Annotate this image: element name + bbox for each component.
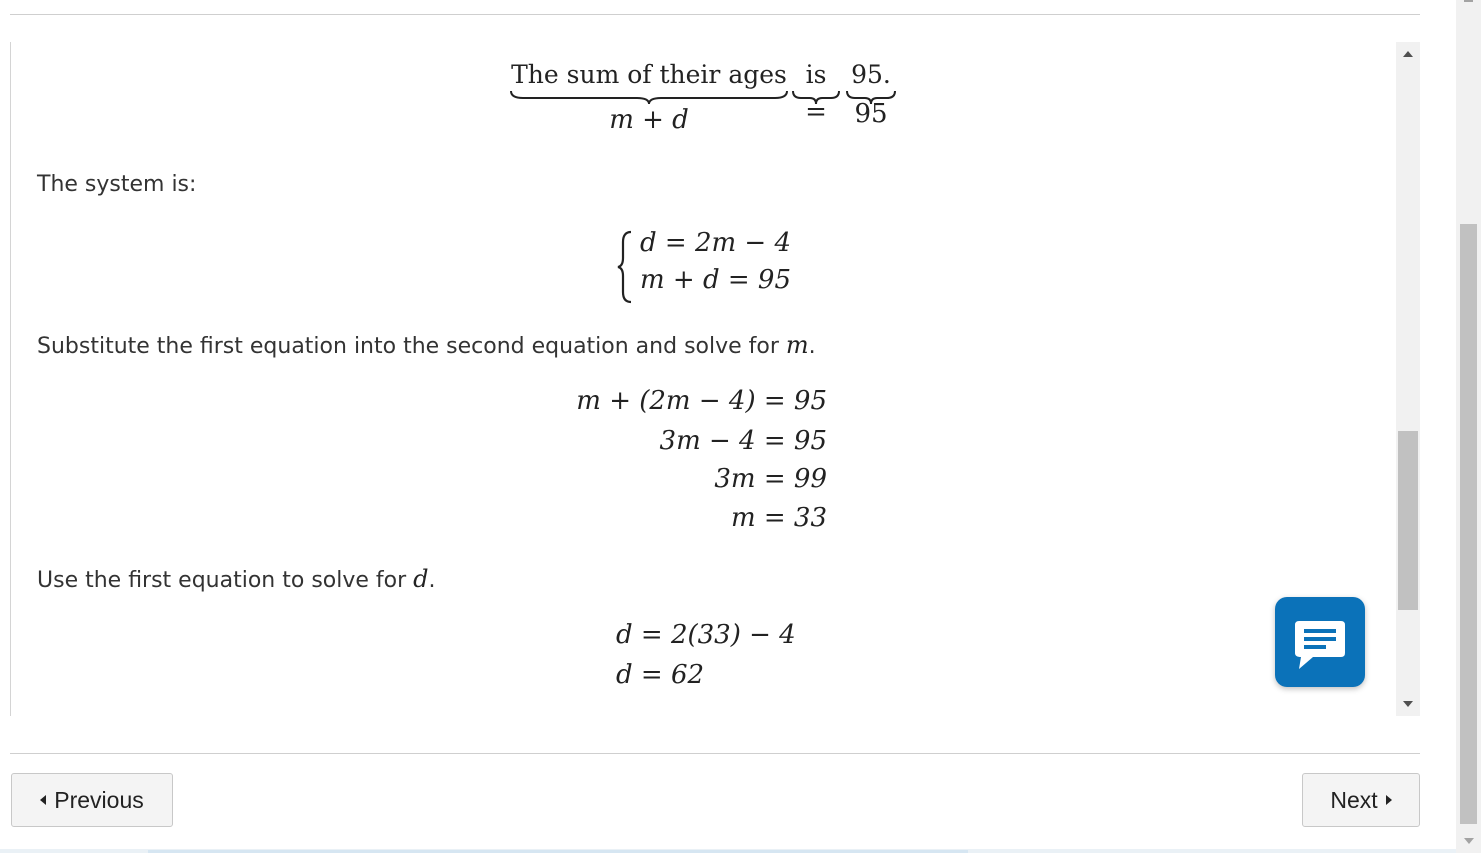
scroll-down-arrow-icon[interactable] bbox=[1403, 701, 1413, 707]
top-divider bbox=[10, 14, 1420, 15]
previous-label: Previous bbox=[54, 786, 144, 813]
chat-bubble-icon bbox=[1275, 597, 1365, 687]
var-m: m bbox=[785, 331, 809, 359]
equals-sign: = bbox=[805, 97, 827, 127]
scroll-up-arrow-icon[interactable] bbox=[1403, 51, 1413, 57]
var-d: d bbox=[413, 565, 429, 593]
use-text: Use the first equation to solve for bbox=[37, 568, 407, 593]
caret-left-icon bbox=[40, 795, 46, 805]
next-button[interactable] bbox=[1302, 773, 1420, 827]
brace-sum-of-ages bbox=[509, 60, 789, 135]
system-eq-1: d = 2m − 4 bbox=[640, 228, 792, 258]
left-curly-brace-icon bbox=[616, 230, 634, 304]
page-scroll-thumb[interactable] bbox=[1460, 224, 1477, 824]
brace-is bbox=[791, 60, 841, 127]
bottom-edge bbox=[0, 849, 1456, 853]
page-scrollbar[interactable] bbox=[1456, 0, 1481, 853]
bottom-divider bbox=[10, 753, 1420, 754]
period: . bbox=[428, 568, 436, 593]
solve-m-line-1: m + (2m − 4) = 95 bbox=[576, 386, 827, 416]
brace-95 bbox=[845, 60, 897, 129]
period: . bbox=[808, 334, 816, 359]
substitute-text: Substitute the first equation into the second equation and solve for bbox=[37, 334, 779, 359]
solve-d-line-1: d = 2(33) − 4 bbox=[616, 620, 796, 650]
chat-button[interactable] bbox=[1275, 597, 1365, 687]
panel-scroll-thumb[interactable] bbox=[1398, 431, 1418, 610]
phrase-sum-of-ages: The sum of their ages bbox=[511, 60, 787, 89]
solution-panel bbox=[10, 42, 1397, 716]
phrase-is: is bbox=[805, 60, 827, 89]
underbrace-icon bbox=[509, 89, 789, 105]
phrase-95: 95. bbox=[851, 60, 891, 89]
system-eq-2: m + d = 95 bbox=[640, 265, 792, 295]
use-intro bbox=[37, 565, 436, 593]
page-scroll-down-icon[interactable] bbox=[1464, 838, 1474, 844]
next-label: Next bbox=[1330, 786, 1378, 813]
system-intro: The system is: bbox=[37, 172, 197, 197]
page-scroll-up-icon[interactable] bbox=[1464, 0, 1473, 2]
solve-m-line-2: 3m − 4 = 95 bbox=[659, 426, 827, 456]
solve-m-line-3: 3m = 99 bbox=[714, 464, 827, 494]
panel-scrollbar[interactable] bbox=[1396, 42, 1420, 716]
solve-d-line-2: d = 62 bbox=[616, 660, 705, 690]
expr-m-plus-d: m + d bbox=[609, 105, 689, 135]
value-95: 95 bbox=[854, 99, 888, 129]
system-of-equations bbox=[616, 228, 816, 304]
caret-right-icon bbox=[1386, 795, 1392, 805]
previous-button[interactable] bbox=[11, 773, 173, 827]
substitute-intro bbox=[37, 331, 816, 359]
solve-m-line-4: m = 33 bbox=[730, 503, 827, 533]
